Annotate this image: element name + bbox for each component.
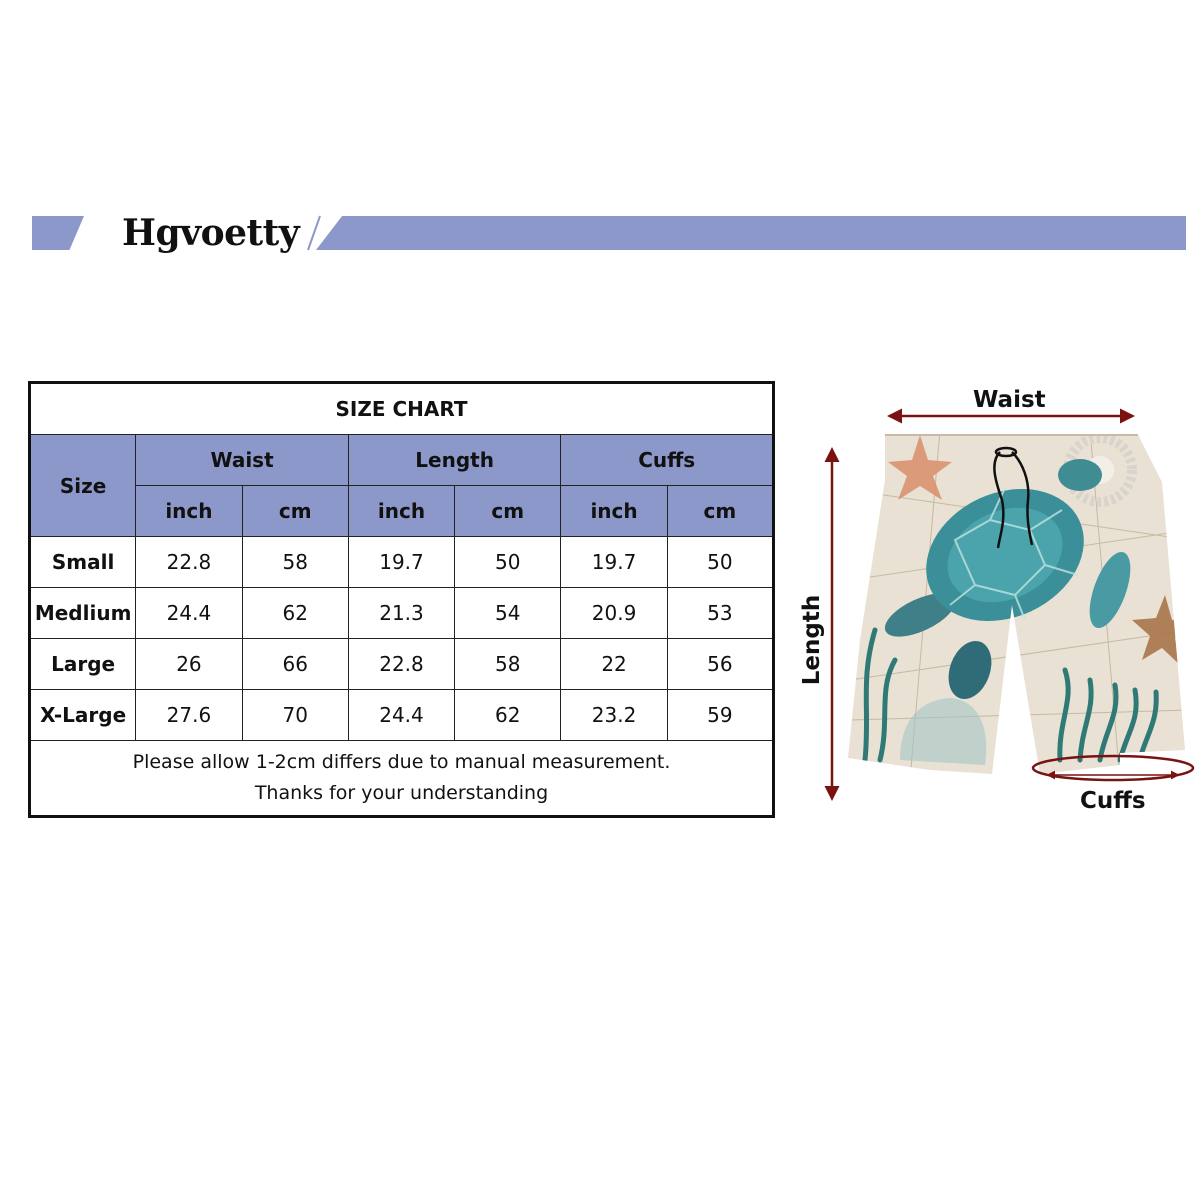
shorts-print xyxy=(840,430,1200,780)
unit-header: inch xyxy=(348,486,454,537)
table-cell: 56 xyxy=(667,639,773,690)
table-cell: 50 xyxy=(667,537,773,588)
cuffs-group-header: Cuffs xyxy=(561,435,774,486)
table-cell: 59 xyxy=(667,690,773,741)
length-label: Length xyxy=(799,594,826,686)
table-cell: 50 xyxy=(455,537,561,588)
table-cell: 62 xyxy=(455,690,561,741)
table-row xyxy=(30,639,774,690)
table-cell: 22.8 xyxy=(348,639,454,690)
shorts-illustration xyxy=(790,380,1200,820)
cuffs-label: Cuffs xyxy=(1080,788,1146,814)
note-line-1: Please allow 1-2cm differs due to manual measurement. xyxy=(132,751,671,773)
banner-right-stripe xyxy=(316,216,1186,250)
table-cell: 19.7 xyxy=(561,537,667,588)
waist-label: Waist xyxy=(973,387,1046,413)
brand-name: Hgvoetty xyxy=(122,212,300,254)
unit-header: inch xyxy=(136,486,242,537)
table-cell: 58 xyxy=(455,639,561,690)
table-cell: 21.3 xyxy=(348,588,454,639)
table-cell: 27.6 xyxy=(136,690,242,741)
table-row xyxy=(30,537,774,588)
size-chart-table xyxy=(28,381,775,818)
unit-header: cm xyxy=(242,486,348,537)
size-chart-title: SIZE CHART xyxy=(30,383,774,435)
table-cell: 24.4 xyxy=(136,588,242,639)
unit-header: cm xyxy=(667,486,773,537)
measurement-note xyxy=(30,741,774,817)
table-cell: 66 xyxy=(242,639,348,690)
table-cell: 19.7 xyxy=(348,537,454,588)
table-cell: 26 xyxy=(136,639,242,690)
table-cell: 70 xyxy=(242,690,348,741)
table-cell: 22 xyxy=(561,639,667,690)
size-label: Small xyxy=(30,537,136,588)
unit-header: cm xyxy=(455,486,561,537)
size-label: Medlium xyxy=(30,588,136,639)
table-cell: 54 xyxy=(455,588,561,639)
table-row xyxy=(30,588,774,639)
table-cell: 22.8 xyxy=(136,537,242,588)
banner-left-stripe xyxy=(32,216,84,250)
table-cell: 62 xyxy=(242,588,348,639)
table-cell: 20.9 xyxy=(561,588,667,639)
unit-header: inch xyxy=(561,486,667,537)
size-label: Large xyxy=(30,639,136,690)
waist-group-header: Waist xyxy=(136,435,349,486)
length-group-header: Length xyxy=(348,435,561,486)
table-cell: 58 xyxy=(242,537,348,588)
table-cell: 53 xyxy=(667,588,773,639)
size-column-header: Size xyxy=(30,435,136,537)
measurement-diagram xyxy=(790,380,1200,820)
table-cell: 23.2 xyxy=(561,690,667,741)
table-row xyxy=(30,690,774,741)
size-label: X-Large xyxy=(30,690,136,741)
note-line-2: Thanks for your understanding xyxy=(254,782,549,804)
table-cell: 24.4 xyxy=(348,690,454,741)
